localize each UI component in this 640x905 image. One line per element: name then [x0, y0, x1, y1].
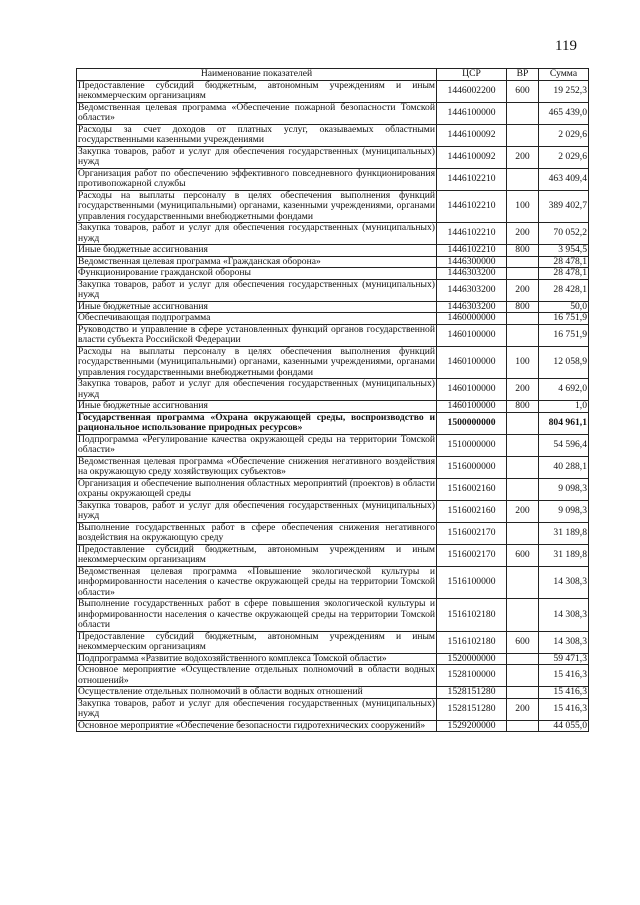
row-name-cell: Предоставление субсидий бюджетным, автономным учреждениям и иным некоммерческим организациям	[78, 79, 435, 101]
row-csr-cell: 1510000000	[437, 434, 507, 456]
row-vr-cell	[507, 522, 539, 544]
row-vr-cell: 200	[507, 698, 539, 720]
row-csr-cell: 1520000000	[437, 653, 507, 665]
row-vr-cell	[507, 720, 539, 732]
table-row	[77, 665, 589, 687]
row-name-cell: Расходы на выплаты персоналу в целях обеспечения выполнения функций государственными (муниципальными) органами, казенными учреждениями, органами управления государственными внебюджетными фондами	[78, 345, 435, 378]
row-sum-cell: 16 751,9	[539, 324, 589, 346]
row-vr-cell: 200	[507, 223, 539, 245]
row-csr-cell: 1516102180	[437, 631, 507, 653]
row-sum-cell: 9 098,3	[539, 478, 589, 500]
row-name-cell: Основное мероприятие «Обеспечение безопасности гидротехнических сооружений»	[77, 720, 437, 732]
row-csr-cell: 1500000000	[437, 412, 507, 434]
row-name-cell: Руководство и управление в сфере установленных функций органов государственной власти субъекта Российской Федерации	[78, 323, 435, 345]
row-name-cell: Ведомственная целевая программа «Гражданская оборона»	[77, 256, 437, 268]
row-csr-cell: 1516100000	[437, 566, 507, 599]
table-row	[77, 190, 589, 223]
row-csr-cell: 1446303200	[437, 268, 507, 280]
row-csr-cell: 1446100000	[437, 102, 507, 124]
row-sum-cell: 16 751,9	[539, 313, 589, 325]
row-vr-cell: 200	[507, 379, 539, 401]
table-row	[77, 599, 589, 632]
row-sum-cell: 28 428,1	[539, 279, 589, 301]
row-vr-cell	[507, 434, 539, 456]
row-csr-cell: 1460100000	[437, 401, 507, 413]
row-vr-cell: 100	[507, 346, 539, 379]
row-sum-cell: 15 416,3	[539, 687, 589, 699]
row-name-cell: Ведомственная целевая программа «Повышение экологической культуры и информированности населения о качестве окружающей среды на территории Томской области»	[78, 565, 435, 598]
row-vr-cell: 800	[507, 401, 539, 413]
row-sum-cell: 389 402,7	[539, 190, 589, 223]
table-row	[77, 522, 589, 544]
row-csr-cell: 1460100000	[437, 324, 507, 346]
table-row	[77, 168, 589, 190]
row-sum-cell: 14 308,3	[539, 599, 589, 632]
row-vr-cell	[507, 102, 539, 124]
header-name: Наименование показателей	[77, 69, 437, 81]
row-csr-cell: 1528100000	[437, 665, 507, 687]
table-row	[77, 379, 589, 401]
row-sum-cell: 31 189,8	[539, 544, 589, 566]
row-vr-cell: 600	[507, 631, 539, 653]
row-vr-cell: 600	[507, 544, 539, 566]
header-csr: ЦСР	[437, 69, 507, 81]
row-csr-cell: 1516002160	[437, 478, 507, 500]
row-vr-cell	[507, 687, 539, 699]
row-name-cell: Иные бюджетные ассигнования	[77, 245, 437, 257]
row-name-cell: Государственная программа «Охрана окружающей среды, воспроизводство и рациональное использование природных ресурсов»	[78, 411, 435, 433]
table-header-row	[77, 69, 589, 81]
row-vr-cell	[507, 456, 539, 478]
row-vr-cell	[507, 256, 539, 268]
table-row	[77, 102, 589, 124]
row-csr-cell: 1516002170	[437, 522, 507, 544]
row-vr-cell: 200	[507, 500, 539, 522]
row-name-cell: Закупка товаров, работ и услуг для обеспечения государственных (муниципальных) нужд	[78, 222, 435, 244]
row-sum-cell: 2 029,6	[539, 146, 589, 168]
row-name-cell: Расходы на выплаты персоналу в целях обеспечения выполнения функций государственными (муниципальными) органами, казенными учреждениями, органами управления государственными внебюджетными фондами	[78, 189, 435, 222]
row-sum-cell: 50,0	[539, 301, 589, 313]
table-row	[77, 324, 589, 346]
row-name-cell: Ведомственная целевая программа «Обеспечение пожарной безопасности Томской области»	[78, 101, 435, 123]
row-name-cell: Закупка товаров, работ и услуг для обеспечения государственных (муниципальных) нужд	[78, 278, 435, 300]
table-row	[77, 346, 589, 379]
row-sum-cell: 15 416,3	[539, 665, 589, 687]
row-csr-cell: 1528151280	[437, 687, 507, 699]
table-row	[77, 313, 589, 325]
row-name-cell: Подпрограмма «Развитие водохозяйственного комплекса Томской области»	[77, 653, 437, 665]
row-sum-cell: 3 954,5	[539, 245, 589, 257]
row-csr-cell: 1460000000	[437, 313, 507, 325]
row-sum-cell: 15 416,3	[539, 698, 589, 720]
table-row	[77, 223, 589, 245]
row-sum-cell: 465 439,0	[539, 102, 589, 124]
row-name-cell: Осуществление отдельных полномочий в области водных отношений	[77, 687, 437, 699]
row-vr-cell	[507, 324, 539, 346]
table-row	[77, 256, 589, 268]
row-csr-cell: 1446100092	[437, 146, 507, 168]
table-row	[77, 279, 589, 301]
table-row	[77, 653, 589, 665]
table-row	[77, 434, 589, 456]
row-vr-cell	[507, 313, 539, 325]
table-row	[77, 687, 589, 699]
table-row	[77, 412, 589, 434]
table-row	[77, 301, 589, 313]
row-sum-cell: 4 692,0	[539, 379, 589, 401]
row-vr-cell: 600	[507, 80, 539, 102]
row-sum-cell: 463 409,4	[539, 168, 589, 190]
row-sum-cell: 59 471,3	[539, 653, 589, 665]
row-sum-cell: 40 288,1	[539, 456, 589, 478]
table-row	[77, 245, 589, 257]
row-csr-cell: 1516002160	[437, 500, 507, 522]
row-sum-cell: 31 189,8	[539, 522, 589, 544]
row-vr-cell	[507, 665, 539, 687]
row-name-cell: Функционирование гражданской обороны	[77, 268, 437, 280]
row-name-cell: Основное мероприятие «Осуществление отдельных полномочий в области водных отношений»	[78, 664, 435, 686]
table-row	[77, 124, 589, 146]
row-sum-cell: 28 478,1	[539, 256, 589, 268]
row-vr-cell: 800	[507, 301, 539, 313]
row-name-cell: Иные бюджетные ассигнования	[77, 301, 437, 313]
row-vr-cell: 800	[507, 245, 539, 257]
row-vr-cell	[507, 653, 539, 665]
row-csr-cell: 1460100000	[437, 346, 507, 379]
page-number: 119	[555, 38, 577, 54]
row-csr-cell: 1516102180	[437, 599, 507, 632]
row-csr-cell: 1460100000	[437, 379, 507, 401]
row-sum-cell: 14 308,3	[539, 631, 589, 653]
row-csr-cell: 1446300000	[437, 256, 507, 268]
row-name-cell: Выполнение государственных работ в сфере обеспечения снижения негативного воздействия на окружающую среду	[78, 521, 435, 543]
table-row	[77, 80, 589, 102]
row-vr-cell: 200	[507, 146, 539, 168]
table-row	[77, 544, 589, 566]
row-name-cell: Выполнение государственных работ в сфере повышения экологической культуры и информированности населения о качестве окружающей среды на территории Томской области	[78, 598, 435, 630]
row-csr-cell: 1446102210	[437, 245, 507, 257]
row-csr-cell: 1446002200	[437, 80, 507, 102]
row-vr-cell	[507, 478, 539, 500]
row-sum-cell: 70 052,2	[539, 223, 589, 245]
row-name-cell: Подпрограмма «Регулирование качества окружающей среды на территории Томской области»	[78, 433, 435, 455]
row-csr-cell: 1446102210	[437, 168, 507, 190]
table-row	[77, 500, 589, 522]
row-vr-cell: 100	[507, 190, 539, 223]
row-csr-cell: 1516000000	[437, 456, 507, 478]
table-row	[77, 698, 589, 720]
row-name-cell: Предоставление субсидий бюджетным, автономным учреждениям и иным некоммерческим организациям	[78, 543, 435, 565]
table-body	[77, 80, 589, 732]
row-name-cell: Ведомственная целевая программа «Обеспечение снижения негативного воздействия на окружающую среду хозяйствующих субъектов»	[78, 455, 435, 477]
row-csr-cell: 1446102210	[437, 223, 507, 245]
row-vr-cell	[507, 412, 539, 434]
row-name-cell: Закупка товаров, работ и услуг для обеспечения государственных (муниципальных) нужд	[78, 378, 435, 400]
row-vr-cell	[507, 168, 539, 190]
row-name-cell: Закупка товаров, работ и услуг для обеспечения государственных (муниципальных) нужд	[78, 697, 435, 719]
row-name-cell: Закупка товаров, работ и услуг для обеспечения государственных (муниципальных) нужд	[78, 499, 435, 521]
row-sum-cell: 9 098,3	[539, 500, 589, 522]
row-sum-cell: 804 961,1	[539, 412, 589, 434]
table-row	[77, 478, 589, 500]
row-vr-cell	[507, 268, 539, 280]
row-sum-cell: 19 252,3	[539, 80, 589, 102]
row-vr-cell: 200	[507, 279, 539, 301]
row-csr-cell: 1446303200	[437, 301, 507, 313]
row-name-cell: Закупка товаров, работ и услуг для обеспечения государственных (муниципальных) нужд	[78, 145, 435, 167]
table-row	[77, 720, 589, 732]
row-sum-cell: 54 596,4	[539, 434, 589, 456]
row-name-cell: Расходы за счет доходов от платных услуг, оказываемых областными государственными казенными учреждениями	[78, 123, 435, 145]
row-sum-cell: 28 478,1	[539, 268, 589, 280]
table-row	[77, 456, 589, 478]
header-vr: ВР	[507, 69, 539, 81]
row-sum-cell: 2 029,6	[539, 124, 589, 146]
row-name-cell: Организация работ по обеспечению эффективного повседневного функционирования противопожарной службы	[78, 167, 435, 189]
header-sum: Сумма	[539, 69, 589, 81]
row-name-cell: Организация и обеспечение выполнения областных мероприятий (проектов) в области охраны окружающей среды	[78, 477, 435, 499]
row-csr-cell: 1528151280	[437, 698, 507, 720]
table-row	[77, 566, 589, 599]
row-name-cell: Обеспечивающая подпрограмма	[77, 313, 437, 325]
table-row	[77, 631, 589, 653]
row-csr-cell: 1516002170	[437, 544, 507, 566]
row-csr-cell: 1446102210	[437, 190, 507, 223]
row-name-cell: Предоставление субсидий бюджетным, автономным учреждениям и иным некоммерческим организациям	[78, 630, 435, 652]
table-row	[77, 268, 589, 280]
row-csr-cell: 1446100092	[437, 124, 507, 146]
row-name-cell: Иные бюджетные ассигнования	[77, 401, 437, 413]
row-sum-cell: 1,0	[539, 401, 589, 413]
row-sum-cell: 14 308,3	[539, 566, 589, 599]
row-vr-cell	[507, 599, 539, 632]
row-csr-cell: 1446303200	[437, 279, 507, 301]
row-vr-cell	[507, 566, 539, 599]
row-sum-cell: 44 055,0	[539, 720, 589, 732]
row-csr-cell: 1529200000	[437, 720, 507, 732]
budget-table	[76, 68, 589, 732]
table-row	[77, 146, 589, 168]
row-vr-cell	[507, 124, 539, 146]
table-row	[77, 401, 589, 413]
row-sum-cell: 12 058,9	[539, 346, 589, 379]
